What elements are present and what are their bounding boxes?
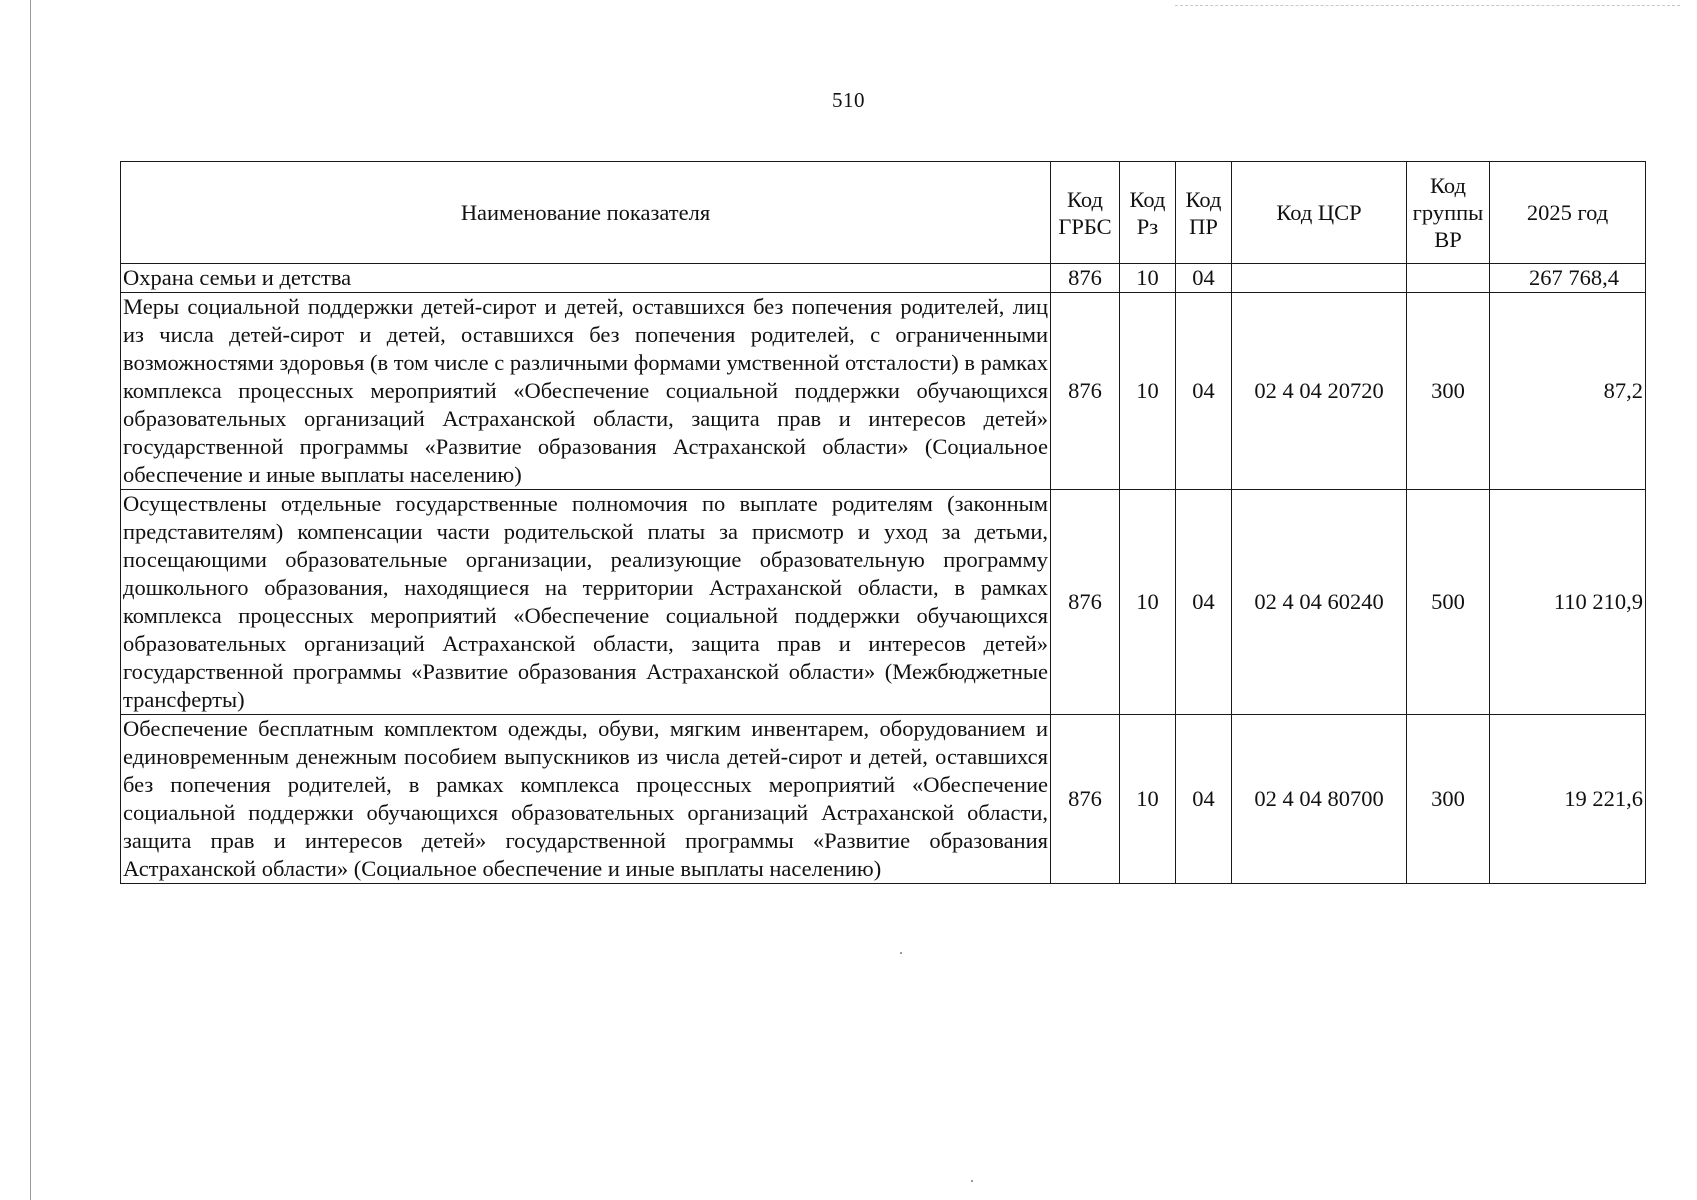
scan-speck (971, 1180, 973, 1182)
row-name: Меры социальной поддержки детей-сирот и детей, оставшихся без попечения родителей, лиц из числа детей-сирот и детей, оставшихся без попечения родителей, с ограниченными возможностями здоровья (в том числе с различными формами умственной отсталости) в рамках комплекса процессных мероприятий «Обеспечение социальной поддержки обучающихся образовательных организаций Астраханской области, защита прав и интересов детей» государственной программы «Развитие образования Астраханской области» (Социальное обеспечение и иные выплаты населению) (121, 293, 1051, 490)
row-csr (1232, 264, 1407, 293)
header-year: 2025 год (1490, 162, 1646, 264)
scan-speck (900, 952, 902, 954)
header-csr: Код ЦСР (1232, 162, 1407, 264)
row-vr (1407, 264, 1490, 293)
header-vr: Код группы ВР (1407, 162, 1490, 264)
row-pr: 04 (1176, 715, 1232, 884)
row-pr: 04 (1176, 293, 1232, 490)
table-row (121, 264, 1646, 293)
header-rz: Код Рз (1120, 162, 1176, 264)
row-rz: 10 (1120, 293, 1176, 490)
row-vr: 300 (1407, 715, 1490, 884)
table-row (121, 293, 1646, 490)
table-row (121, 490, 1646, 715)
row-grbs: 876 (1051, 264, 1120, 293)
table-row (121, 715, 1646, 884)
scan-margin-line (30, 0, 31, 1200)
row-grbs: 876 (1051, 715, 1120, 884)
page-number: 510 (832, 88, 865, 112)
table-body (121, 264, 1646, 884)
header-pr: Код ПР (1176, 162, 1232, 264)
row-grbs: 876 (1051, 490, 1120, 715)
row-name: Обеспечение бесплатным комплектом одежды, обуви, мягким инвентарем, оборудованием и единовременным денежным пособием выпускников из числа детей-сирот и детей, оставшихся без попечения родителей, в рамках комплекса процессных мероприятий «Обеспечение социальной поддержки обучающихся образовательных организаций Астраханской области, защита прав и интересов детей» государственной программы «Развитие образования Астраханской области» (Социальное обеспечение и иные выплаты населению) (121, 715, 1051, 884)
budget-table (120, 161, 1646, 884)
row-csr: 02 4 04 60240 (1232, 490, 1407, 715)
row-rz: 10 (1120, 715, 1176, 884)
header-row (121, 162, 1646, 264)
row-name: Охрана семьи и детства (121, 264, 1051, 293)
row-rz: 10 (1120, 490, 1176, 715)
header-name: Наименование показателя (121, 162, 1051, 264)
row-amount: 87,2 (1490, 293, 1646, 490)
row-csr: 02 4 04 20720 (1232, 293, 1407, 490)
row-vr: 500 (1407, 490, 1490, 715)
row-pr: 04 (1176, 264, 1232, 293)
row-vr: 300 (1407, 293, 1490, 490)
row-amount: 19 221,6 (1490, 715, 1646, 884)
header-grbs: Код ГРБС (1051, 162, 1120, 264)
row-pr: 04 (1176, 490, 1232, 715)
row-amount: 267 768,4 (1490, 264, 1646, 293)
row-csr: 02 4 04 80700 (1232, 715, 1407, 884)
row-amount: 110 210,9 (1490, 490, 1646, 715)
row-rz: 10 (1120, 264, 1176, 293)
scan-top-edge (1175, 5, 1680, 6)
table-header (121, 162, 1646, 264)
row-name: Осуществлены отдельные государственные полномочия по выплате родителям (законным представителям) компенсации части родительской платы за присмотр и уход за детьми, посещающими образовательные организации, реализующие образовательную программу дошкольного образования, находящиеся на территории Астраханской области, в рамках комплекса процессных мероприятий «Обеспечение социальной поддержки обучающихся образовательных организаций Астраханской области, защита прав и интересов детей» государственной программы «Развитие образования Астраханской области» (Межбюджетные трансферты) (121, 490, 1051, 715)
row-grbs: 876 (1051, 293, 1120, 490)
